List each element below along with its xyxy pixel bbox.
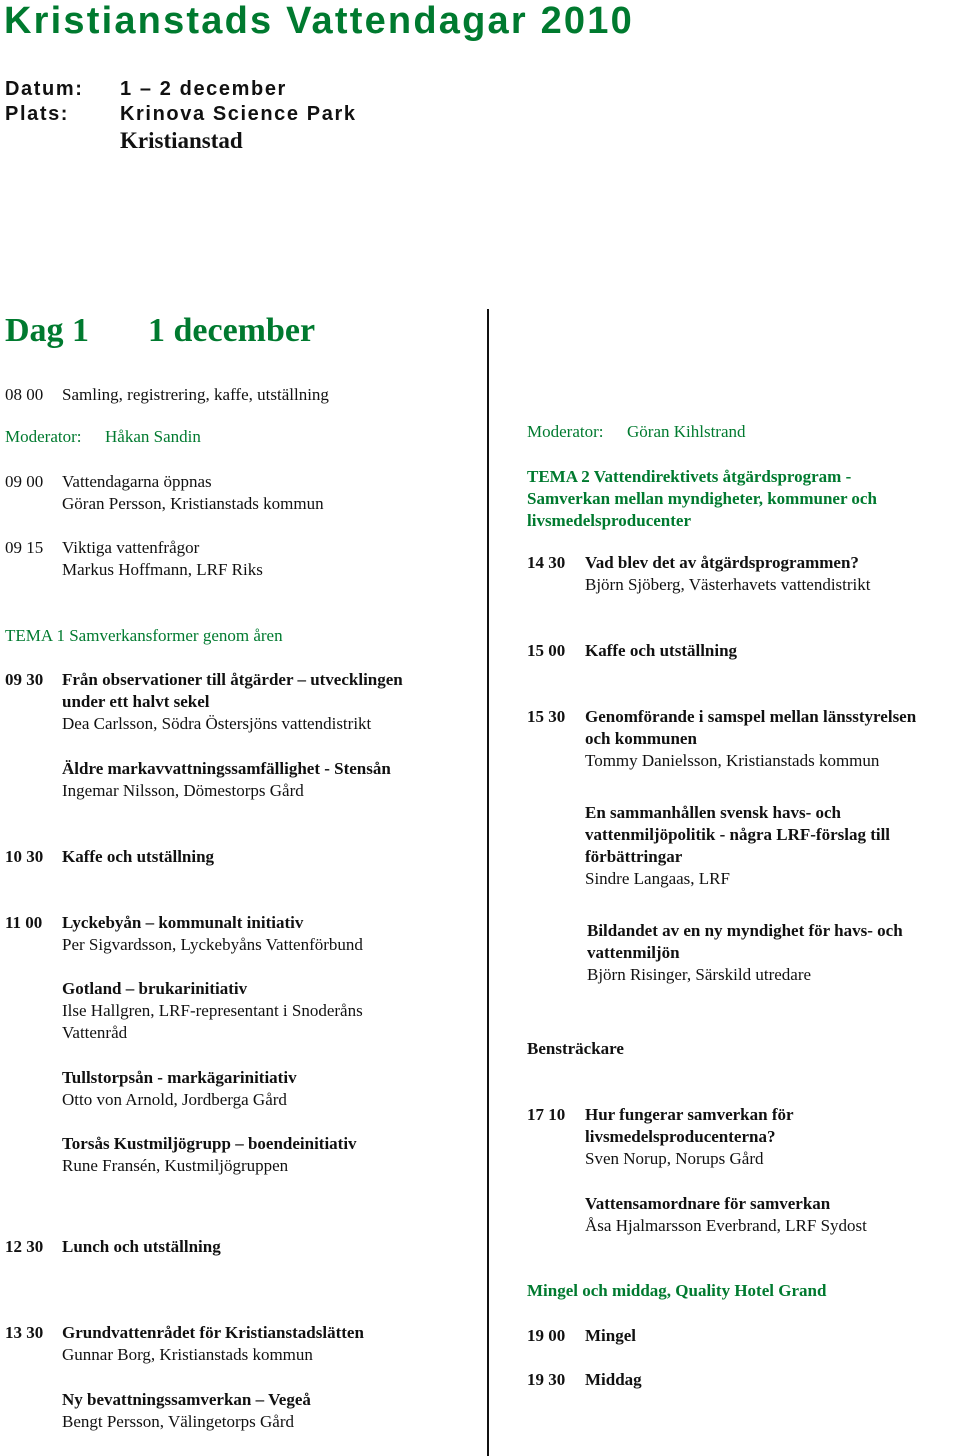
- day-date: 1 december: [148, 312, 316, 349]
- time-1230: 12 30: [5, 1237, 44, 1256]
- session-title: Samling, registrering, kaffe, utställning: [62, 385, 329, 404]
- session-title: Lyckebyån – kommunalt initiativ: [62, 913, 304, 932]
- session-title: Torsås Kustmiljögrupp – boendeinitiativ: [62, 1134, 357, 1153]
- session-title-cont: vattenmiljöpolitik - några LRF-förslag till: [585, 825, 891, 844]
- session-title: Tullstorpsån - markägarinitiativ: [62, 1068, 297, 1087]
- session-title-cont: förbättringar: [585, 847, 683, 866]
- time-1030: 10 30: [5, 847, 44, 866]
- session-title: Från observationer till åtgärder – utvecklingen: [62, 670, 403, 689]
- session-speaker: Åsa Hjalmarsson Everbrand, LRF Sydost: [585, 1216, 867, 1235]
- session-speaker: Ingemar Nilsson, Dömestorps Gård: [62, 781, 304, 800]
- tema2-heading: TEMA 2 Vattendirektivets åtgärdsprogram -: [527, 467, 852, 486]
- session-title: Ny bevattningssamverkan – Vegeå: [62, 1390, 311, 1409]
- datum-value: 1 – 2 december: [120, 78, 287, 100]
- session-title: En sammanhållen svensk havs- och: [585, 803, 842, 822]
- session-title: Vattensamordnare för samverkan: [585, 1194, 831, 1213]
- session-title-cont: vattenmiljön: [587, 943, 680, 962]
- session-speaker: Göran Persson, Kristianstads kommun: [62, 494, 324, 513]
- session-speaker: Sven Norup, Norups Gård: [585, 1149, 764, 1168]
- time-1530: 15 30: [527, 707, 566, 726]
- session-title: Vattendagarna öppnas: [62, 472, 212, 491]
- session-speaker: Dea Carlsson, Södra Östersjöns vattendistrikt: [62, 714, 372, 733]
- time-1100: 11 00: [5, 913, 43, 932]
- time-0800: 08 00: [5, 385, 44, 404]
- mingel-heading: Mingel och middag, Quality Hotel Grand: [527, 1281, 827, 1300]
- time-0930: 09 30: [5, 670, 44, 689]
- day-label: Dag 1: [5, 312, 90, 349]
- session-speaker: Ilse Hallgren, LRF-representant i Snoderåns: [62, 1001, 363, 1020]
- session-title: Hur fungerar samverkan för: [585, 1105, 794, 1124]
- session-title: Äldre markavvattningssamfällighet - Stensån: [62, 759, 391, 778]
- plats-value: Krinova Science Park: [120, 103, 357, 125]
- plats-label: Plats:: [5, 103, 70, 125]
- tema2-heading-cont: Samverkan mellan myndigheter, kommuner och: [527, 489, 877, 508]
- session-title-cont: livsmedelsproducenterna?: [585, 1127, 776, 1146]
- session-title: Kaffe och utställning: [62, 847, 215, 866]
- session-title-cont: och kommunen: [585, 729, 697, 748]
- session-speaker: Sindre Langaas, LRF: [585, 869, 730, 888]
- session-speaker: Otto von Arnold, Jordberga Gård: [62, 1090, 287, 1109]
- session-title: Grundvattenrådet för Kristianstadslätten: [62, 1323, 364, 1342]
- time-1500: 15 00: [527, 641, 566, 660]
- session-title: Genomförande i samspel mellan länsstyrelsen: [585, 707, 917, 726]
- time-1930: 19 30: [527, 1370, 566, 1389]
- moderator-label: Moderator:: [527, 422, 604, 441]
- time-0915: 09 15: [5, 538, 44, 557]
- session-title: Gotland – brukarinitiativ: [62, 979, 248, 998]
- session-speaker: Rune Fransén, Kustmiljögruppen: [62, 1156, 289, 1175]
- time-1900: 19 00: [527, 1326, 566, 1345]
- session-title-cont: under ett halvt sekel: [62, 692, 210, 711]
- time-1710: 17 10: [527, 1105, 566, 1124]
- session-speaker-cont: Vattenråd: [62, 1023, 128, 1042]
- session-speaker: Björn Risinger, Särskild utredare: [587, 965, 812, 984]
- time-1430: 14 30: [527, 553, 566, 572]
- session-speaker: Markus Hoffmann, LRF Riks: [62, 560, 263, 579]
- moderator-label: Moderator:: [5, 427, 82, 446]
- break-label: Bensträckare: [527, 1039, 624, 1058]
- session-title: Lunch och utställning: [62, 1237, 221, 1256]
- tema2-heading-cont: livsmedelsproducenter: [527, 511, 692, 530]
- session-speaker: Per Sigvardsson, Lyckebyåns Vattenförbund: [62, 935, 363, 954]
- datum-label: Datum:: [5, 78, 84, 100]
- session-speaker: Björn Sjöberg, Västerhavets vattendistrikt: [585, 575, 871, 594]
- moderator-name: Göran Kihlstrand: [627, 422, 746, 441]
- session-title: Mingel: [585, 1326, 636, 1345]
- session-title: Kaffe och utställning: [585, 641, 738, 660]
- session-title: Vad blev det av åtgärdsprogrammen?: [585, 553, 859, 572]
- session-title: Viktiga vattenfrågor: [62, 538, 200, 557]
- session-speaker: Gunnar Borg, Kristianstads kommun: [62, 1345, 313, 1364]
- moderator-name: Håkan Sandin: [105, 427, 201, 446]
- page-title: Kristianstads Vattendagar 2010: [4, 0, 634, 42]
- session-speaker: Tommy Danielsson, Kristianstads kommun: [585, 751, 880, 770]
- column-divider: [487, 309, 489, 1456]
- session-speaker: Bengt Persson, Välingetorps Gård: [62, 1412, 294, 1431]
- session-title: Bildandet av en ny myndighet för havs- och: [587, 921, 903, 940]
- tema1-heading: TEMA 1 Samverkansformer genom åren: [5, 626, 283, 645]
- time-0900: 09 00: [5, 472, 44, 491]
- session-title: Middag: [585, 1370, 642, 1389]
- time-1330: 13 30: [5, 1323, 44, 1342]
- plats-city: Kristianstad: [120, 128, 243, 153]
